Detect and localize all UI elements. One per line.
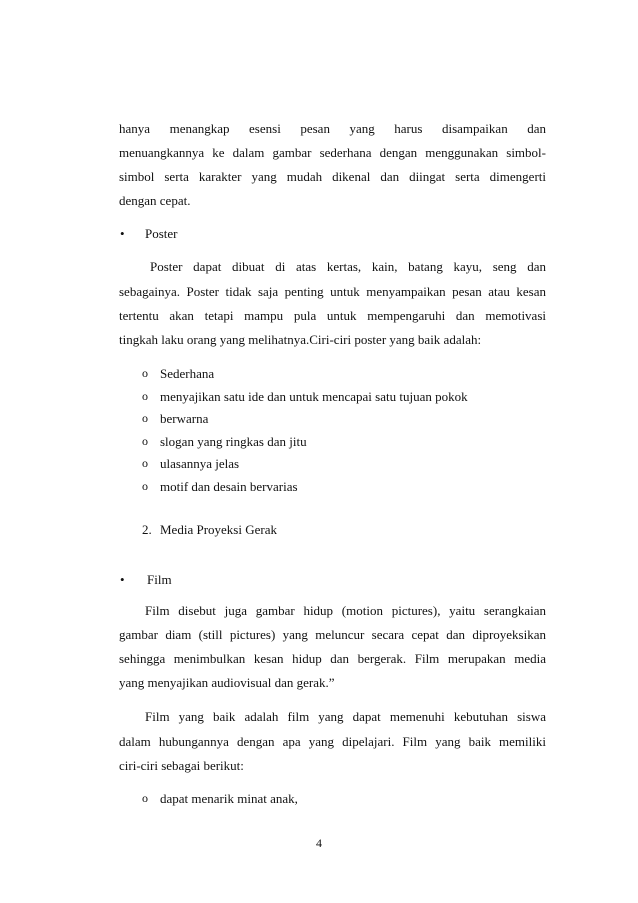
paragraph-line: yang menyajikan audiovisual dan gerak.”: [119, 675, 335, 690]
paragraph-line: tingkah laku orang yang melihatnya.Ciri-ciri poster yang baik adalah:: [119, 332, 482, 347]
list-item: menyajikan satu ide dan untuk mencapai satu tujuan pokok: [160, 389, 468, 404]
paragraph-line: ciri-ciri sebagai berikut:: [119, 758, 244, 773]
circle-bullet-icon: o: [142, 366, 148, 380]
circle-bullet-icon: o: [142, 479, 148, 493]
circle-bullet-icon: o: [142, 791, 148, 805]
section-heading: Media Proyeksi Gerak: [160, 522, 277, 537]
paragraph-line: sebagainya. Poster tidak saja penting untuk menyampaikan pesan atau kesan: [119, 284, 546, 299]
list-item: ulasannya jelas: [160, 456, 240, 471]
bullet-icon: •: [120, 572, 125, 587]
list-item: dapat menarik minat anak,: [160, 791, 298, 806]
paragraph-line: hanya menangkap esensi pesan yang harus disampaikan dan: [119, 121, 546, 136]
bullet-icon: •: [120, 226, 125, 241]
paragraph-line: dalam hubungannya dengan apa yang dipelajari. Film yang baik memiliki: [119, 734, 546, 749]
paragraph-line: Poster dapat dibuat di atas kertas, kain, batang kayu, seng dan: [150, 259, 546, 274]
circle-bullet-icon: o: [142, 389, 148, 403]
circle-bullet-icon: o: [142, 411, 148, 425]
heading-number: 2.: [142, 522, 152, 537]
list-item: berwarna: [160, 411, 209, 426]
paragraph-line: Film yang baik adalah film yang dapat memenuhi kebutuhan siswa: [145, 709, 546, 724]
list-item: Sederhana: [160, 366, 215, 381]
bullet-label-poster: Poster: [145, 226, 178, 241]
bullet-label-film: Film: [147, 572, 172, 587]
circle-bullet-icon: o: [142, 434, 148, 448]
list-item: motif dan desain bervarias: [160, 479, 298, 494]
paragraph-line: simbol serta karakter yang mudah dikenal dan diingat serta dimengerti: [119, 169, 546, 184]
paragraph-line: menuangkannya ke dalam gambar sederhana dengan menggunakan simbol-: [119, 145, 546, 160]
paragraph-line: dengan cepat.: [119, 193, 191, 208]
list-item: slogan yang ringkas dan jitu: [160, 434, 307, 449]
paragraph-line: gambar diam (still pictures) yang meluncur secara cepat dan diproyeksikan: [119, 627, 546, 642]
circle-bullet-icon: o: [142, 456, 148, 470]
paragraph-line: tertentu akan tetapi mampu pula untuk mempengaruhi dan memotivasi: [119, 308, 546, 323]
paragraph-line: Film disebut juga gambar hidup (motion pictures), yaitu serangkaian: [145, 603, 546, 618]
paragraph-line: sehingga menimbulkan kesan hidup dan bergerak. Film merupakan media: [119, 651, 546, 666]
page-number: 4: [316, 836, 322, 850]
